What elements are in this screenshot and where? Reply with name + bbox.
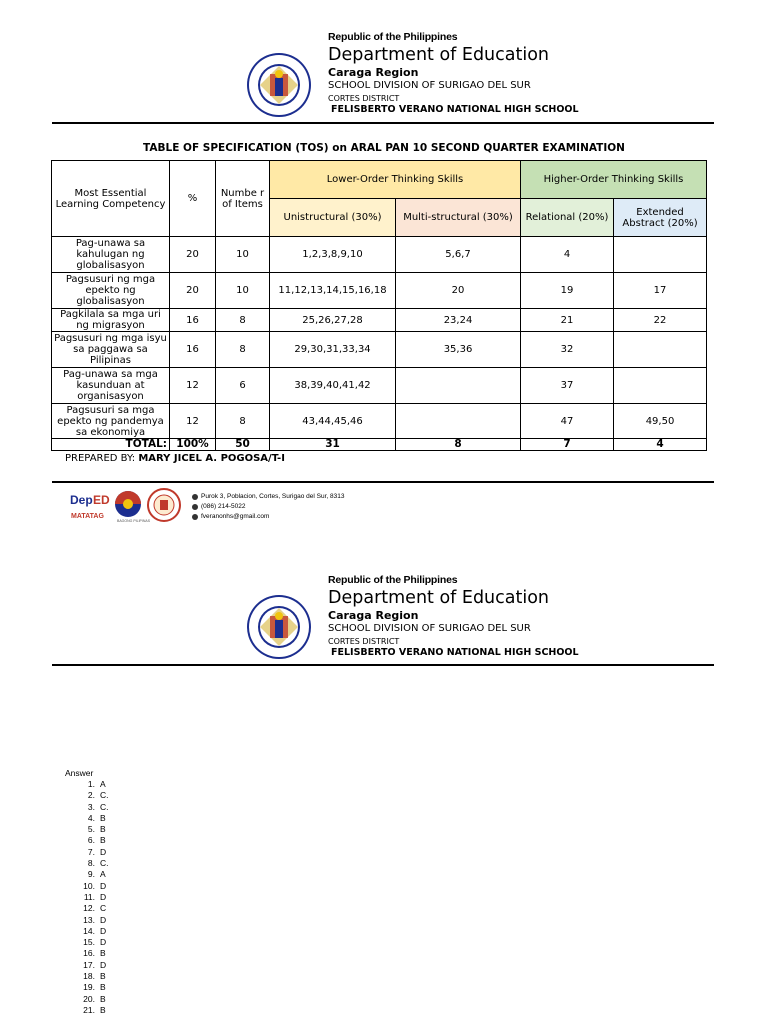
department-title: Department of Education [328, 45, 550, 65]
answer-number: 14. [83, 925, 95, 936]
svg-text:Dep: Dep [70, 493, 93, 507]
competency-cell: Pag-unawa sa mga kasunduan at organisasyon [52, 368, 170, 404]
email-icon [192, 514, 198, 520]
region-text: Caraga Region [328, 66, 419, 79]
header-hot: Higher-Order Thinking Skills [521, 161, 707, 199]
answer-number: 8. [87, 858, 95, 869]
answer-number: 13. [83, 914, 95, 925]
answer-number: 6. [87, 835, 95, 846]
uni-cell: 1,2,3,8,9,10 [270, 237, 396, 273]
answer-number: 21. [83, 1004, 95, 1015]
answer-value: A [100, 869, 106, 880]
ext-cell [614, 332, 707, 368]
ext-cell: 17 [614, 273, 707, 309]
ext-cell [614, 368, 707, 404]
svg-text:BAGONG PILIPINAS: BAGONG PILIPINAS [117, 519, 151, 523]
answer-value: A [100, 779, 106, 789]
total-multi: 8 [396, 439, 521, 451]
competency-cell: Pagsusuri ng mga epekto ng globalisasyon [52, 273, 170, 309]
header-percent: % [170, 161, 216, 237]
answer-value: B [100, 982, 106, 993]
answer-number: 11. [83, 891, 95, 902]
table-row [52, 273, 707, 309]
answer-item [76, 903, 109, 914]
header-unistructural: Unistructural (30%) [270, 199, 396, 237]
answer-value: C. [100, 790, 109, 801]
rel-cell: 47 [521, 404, 614, 439]
phone-icon [192, 504, 198, 510]
total-label: TOTAL: [52, 439, 170, 451]
table-row [52, 368, 707, 404]
republic-text: Republic of the Philippines [328, 31, 458, 43]
answer-value: B [100, 1004, 106, 1015]
footer-logos-icon [68, 488, 186, 524]
school-name: FELISBERTO VERANO NATIONAL HIGH SCHOOL [331, 104, 579, 115]
answer-number: 1. [87, 779, 95, 789]
total-uni: 31 [270, 439, 396, 451]
answer-item [76, 948, 109, 959]
table-row [52, 309, 707, 332]
items-cell: 8 [216, 404, 270, 439]
answer-value: D [100, 925, 107, 936]
district-text: CORTES DISTRICT [328, 94, 400, 103]
competency-cell: Pagkilala sa mga uri ng migrasyon [52, 309, 170, 332]
multi-cell [396, 368, 521, 404]
answer-number: 10. [83, 880, 95, 891]
uni-cell: 25,26,27,28 [270, 309, 396, 332]
rel-cell: 21 [521, 309, 614, 332]
answer-value: C. [100, 858, 109, 869]
prepared-name: MARY JICEL A. POGOSA/T-I [138, 453, 285, 464]
answer-number: 18. [83, 971, 95, 982]
ext-cell: 22 [614, 309, 707, 332]
svg-text:MATATAG: MATATAG [71, 513, 104, 520]
percent-cell: 16 [170, 309, 216, 332]
footer-divider [52, 481, 714, 483]
ext-cell: 49,50 [614, 404, 707, 439]
republic-text: Republic of the Philippines [328, 574, 458, 586]
competency-cell: Pagsusuri sa mga epekto ng pandemya sa ekonomiya [52, 404, 170, 439]
answer-item [76, 937, 109, 948]
division-text: SCHOOL DIVISION OF SURIGAO DEL SUR [328, 80, 531, 91]
answer-value: D [100, 937, 107, 948]
percent-cell: 12 [170, 368, 216, 404]
location-icon [192, 494, 198, 500]
answer-item [76, 960, 109, 971]
header-divider [52, 664, 714, 666]
rel-cell: 32 [521, 332, 614, 368]
uni-cell: 29,30,31,33,34 [270, 332, 396, 368]
prepared-by [65, 453, 285, 464]
items-cell: 8 [216, 309, 270, 332]
answer-item [76, 779, 109, 790]
answer-item [76, 790, 109, 801]
total-percent: 100% [170, 439, 216, 451]
answer-value: B [100, 993, 106, 1004]
division-text: SCHOOL DIVISION OF SURIGAO DEL SUR [328, 623, 531, 634]
percent-cell: 20 [170, 237, 216, 273]
rel-cell: 37 [521, 368, 614, 404]
header-extended-abstract: Extended Abstract (20%) [614, 199, 707, 237]
answer-value: B [100, 824, 106, 835]
answer-item [76, 971, 109, 982]
items-cell: 10 [216, 273, 270, 309]
answer-number: 17. [83, 959, 95, 970]
department-title: Department of Education [328, 588, 550, 608]
answer-number: 20. [83, 993, 95, 1004]
rel-cell: 4 [521, 237, 614, 273]
percent-cell: 16 [170, 332, 216, 368]
header-relational: Relational (20%) [521, 199, 614, 237]
items-cell: 10 [216, 237, 270, 273]
multi-cell: 23,24 [396, 309, 521, 332]
table-row [52, 237, 707, 273]
answer-item [76, 813, 109, 824]
competency-cell: Pagsusuri ng mga isyu sa paggawa sa Pilipinas [52, 332, 170, 368]
answer-number: 9. [87, 869, 95, 880]
total-items: 50 [216, 439, 270, 451]
footer-contact [192, 492, 344, 522]
header-multistructural: Multi-structural (30%) [396, 199, 521, 237]
uni-cell: 43,44,45,46 [270, 404, 396, 439]
email-text: fveranonhs@gmail.com [201, 513, 270, 520]
answer-value: D [100, 846, 107, 857]
answer-item [76, 915, 109, 926]
region-text: Caraga Region [328, 609, 419, 622]
answer-number: 19. [83, 982, 95, 993]
district-text: CORTES DISTRICT [328, 637, 400, 646]
multi-cell: 20 [396, 273, 521, 309]
header-lot: Lower-Order Thinking Skills [270, 161, 521, 199]
table-row [52, 404, 707, 439]
table-row [52, 332, 707, 368]
multi-cell: 5,6,7 [396, 237, 521, 273]
answer-number: 3. [87, 801, 95, 812]
answer-number: 12. [83, 903, 95, 914]
answer-item [76, 994, 109, 1005]
answer-item [76, 824, 109, 835]
answer-value: C. [100, 801, 109, 812]
uni-cell: 11,12,13,14,15,16,18 [270, 273, 396, 309]
answer-number: 15. [83, 937, 95, 948]
deped-seal-icon [246, 594, 312, 660]
ext-cell [614, 237, 707, 273]
answer-number: 7. [87, 846, 95, 857]
answer-value: B [100, 971, 106, 982]
header-items: Numbe r of Items [216, 161, 270, 237]
answer-value: B [100, 835, 106, 846]
total-ext: 4 [614, 439, 707, 451]
answer-item [76, 802, 109, 813]
answer-item [76, 881, 109, 892]
answer-item [76, 847, 109, 858]
answer-item [76, 926, 109, 937]
rel-cell: 19 [521, 273, 614, 309]
answer-list [76, 779, 109, 1016]
header-divider [52, 122, 714, 124]
answer-value: B [100, 812, 106, 823]
answer-value: D [100, 914, 107, 925]
answer-value: B [100, 948, 106, 959]
answer-value: D [100, 891, 107, 902]
school-name: FELISBERTO VERANO NATIONAL HIGH SCHOOL [331, 647, 579, 658]
answer-title: Answer [65, 768, 94, 778]
answer-item [76, 869, 109, 880]
uni-cell: 38,39,40,41,42 [270, 368, 396, 404]
prepared-label: PREPARED BY: [65, 453, 136, 464]
answer-number: 2. [87, 790, 95, 801]
tos-title: TABLE OF SPECIFICATION (TOS) on ARAL PAN 10 SECOND QUARTER EXAMINATION [143, 142, 625, 154]
competency-cell: Pag-unawa sa kahulugan ng globalisasyon [52, 237, 170, 273]
deped-seal-icon [246, 52, 312, 118]
svg-text:ED: ED [93, 493, 110, 507]
answer-number: 5. [87, 824, 95, 835]
total-row [52, 439, 707, 451]
multi-cell [396, 404, 521, 439]
multi-cell: 35,36 [396, 332, 521, 368]
total-rel: 7 [521, 439, 614, 451]
answer-item [76, 892, 109, 903]
phone-text: (086) 214-5022 [201, 503, 246, 510]
address-text: Purok 3, Poblacion, Cortes, Surigao del Sur, 8313 [201, 493, 345, 500]
percent-cell: 12 [170, 404, 216, 439]
answer-value: C [100, 903, 107, 914]
items-cell: 8 [216, 332, 270, 368]
answer-number: 4. [87, 812, 95, 823]
answer-item [76, 835, 109, 846]
answer-item [76, 1005, 109, 1016]
answer-item [76, 858, 109, 869]
header-competency: Most Essential Learning Competency [52, 161, 170, 237]
answer-value: D [100, 959, 107, 970]
items-cell: 6 [216, 368, 270, 404]
percent-cell: 20 [170, 273, 216, 309]
answer-number: 16. [83, 948, 95, 959]
answer-item [76, 982, 109, 993]
tos-table [51, 160, 707, 451]
answer-value: D [100, 880, 107, 891]
